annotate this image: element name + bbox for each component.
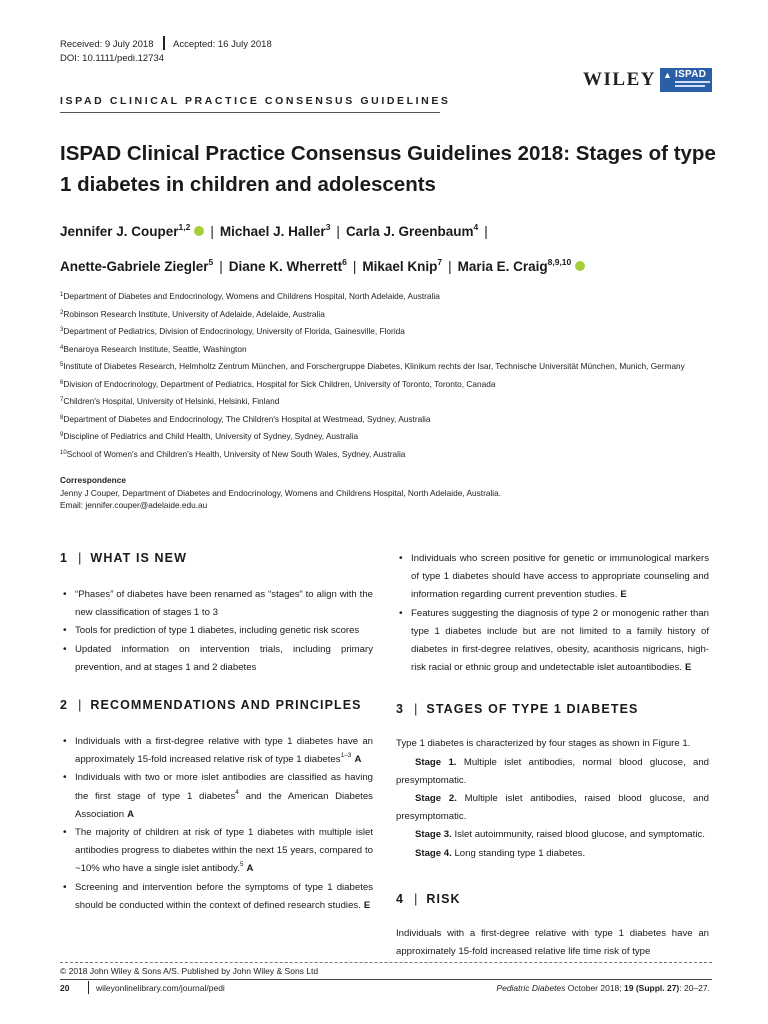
heading-separator: | <box>414 891 419 906</box>
ispad-logo-text: ISPAD <box>675 69 707 80</box>
citation-ref[interactable]: 4 <box>235 788 239 796</box>
author-name: Maria E. Craig <box>457 259 548 274</box>
list-item <box>396 550 709 605</box>
ispad-logo <box>660 68 712 92</box>
copyright-notice: © 2018 John Wiley & Sons A/S. Published by John Wiley & Sons Ltd <box>60 966 319 976</box>
affiliation-number: 5 <box>60 362 64 368</box>
affiliation <box>60 448 730 461</box>
stage-description <box>396 754 709 790</box>
affiliation-text: Institute of Diabetes Research, Helmholtz Zentrum München, and Forschergruppe Diabetes, Klinikum rechts der Isar, Technische Universität München, Munich, Germany <box>63 361 685 371</box>
stage-text: Long standing type 1 diabetes. <box>451 847 586 859</box>
footer-rule <box>60 979 712 980</box>
section-title: RISK <box>426 891 461 906</box>
right-column <box>396 548 709 961</box>
correspondence-heading: Correspondence <box>60 475 126 485</box>
affiliation-text: Department of Diabetes and Endocrinology, Womens and Childrens Hospital, North Adelaide, Australia <box>63 291 440 301</box>
recommendation-text: Individuals with two or more islet antibodies are classified as having the first stage of type 1 diabetes <box>75 772 373 802</box>
stage-text: Islet autoimmunity, raised blood glucose, and symptomatic. <box>451 829 705 841</box>
recommendations-list <box>60 733 373 915</box>
recommendation-text: Features suggesting the diagnosis of type 2 or monogenic rather than type 1 diabetes include but are not limited to a family history of diabetes in first-degree relatives, obesity, acanthosis nigricans, high-risk racial or ethnic group and undetectable islet autoantibodies. <box>411 607 709 674</box>
affiliation-text: Division of Endocrinology, Department of Pediatrics, Hospital for Sick Children, University of Toronto, Toronto, Canada <box>63 378 496 389</box>
affiliation-list <box>60 290 730 465</box>
stage-description <box>396 845 709 863</box>
evidence-grade: E <box>620 589 627 601</box>
stage-label: Stage 2. <box>415 793 457 805</box>
author-separator: | <box>448 259 452 274</box>
affiliation-number: 1 <box>60 292 64 298</box>
author[interactable] <box>220 224 331 239</box>
stage-description <box>396 826 709 844</box>
list-item: • Updated information on intervention trials, including primary prevention, and at stages 1 and 2 diabetes <box>60 641 373 677</box>
author[interactable] <box>362 259 442 274</box>
affiliation-text: Robinson Research Institute, University of Adelaide, Adelaide, Australia <box>63 308 325 319</box>
series-rule <box>60 112 440 113</box>
article-dates <box>60 36 272 50</box>
author-separator: | <box>484 224 488 239</box>
journal-name: Pediatric Diabetes <box>496 983 566 993</box>
section-number: 2 <box>60 698 69 713</box>
author[interactable] <box>346 224 478 239</box>
author[interactable] <box>60 224 204 239</box>
section-heading-what-is-new <box>60 548 373 568</box>
list-item <box>60 733 373 769</box>
affiliation <box>60 308 730 321</box>
section-heading-recommendations <box>60 695 373 715</box>
list-item <box>396 605 709 678</box>
affiliation-text: Children's Hospital, University of Helsinki, Helsinki, Finland <box>63 396 280 406</box>
ispad-tagline-line <box>675 85 705 87</box>
author-list <box>60 212 720 282</box>
heading-separator: | <box>78 698 83 713</box>
affiliation-number: 9 <box>60 432 64 438</box>
list-item: • Tools for prediction of type 1 diabetes, including genetic risk scores <box>60 622 373 640</box>
divider <box>163 36 165 50</box>
author-affiliation-ref: 6 <box>342 257 347 267</box>
evidence-grade: E <box>684 662 692 674</box>
section-number: 1 <box>60 551 69 565</box>
evidence-grade: A <box>246 863 254 875</box>
stage-description <box>396 790 709 826</box>
recommendation-text: and the American Diabetes Association <box>75 790 373 820</box>
publisher-logos <box>583 68 712 92</box>
affiliation-text: Discipline of Pediatrics and Child Health, University of Sydney, Sydney, Australia <box>63 431 359 441</box>
affiliation <box>60 413 730 426</box>
affiliation-text: Benaroya Research Institute, Seattle, Washington <box>63 343 247 354</box>
affiliation-number: 6 <box>60 379 64 386</box>
section-title: STAGES OF TYPE 1 DIABETES <box>426 702 639 717</box>
affiliation <box>60 343 730 356</box>
affiliation-number: 2 <box>60 309 64 316</box>
page-number: 20 <box>60 983 70 993</box>
affiliation <box>60 430 730 443</box>
recommendation-text: The majority of children at risk of type 1 diabetes with multiple islet antibodies progress to diabetes within the next 15 years, compared to ~10% who have a single islet antibody. <box>75 827 373 875</box>
author-affiliation-ref: 3 <box>325 222 331 232</box>
author[interactable] <box>458 259 586 274</box>
correspondence-email[interactable]: Email: jennifer.couper@adelaide.edu.au <box>60 500 208 510</box>
list-item <box>60 769 373 824</box>
stage-label: Stage 1. <box>415 756 457 768</box>
evidence-grade: E <box>363 899 371 911</box>
author-name: Diane K. Wherrett <box>228 259 343 274</box>
recommendation-text: Individuals who screen positive for genetic or immunological markers of type 1 diabetes should have access to appropriate counseling and information regarding current prevention studies. <box>411 553 709 601</box>
journal-pages: : 20–27. <box>679 983 710 993</box>
author-name: Jennifer J. Couper <box>60 224 179 239</box>
heading-separator: | <box>78 551 83 565</box>
doi[interactable]: DOI: 10.1111/pedi.12734 <box>60 53 165 64</box>
orcid-icon[interactable] <box>194 226 204 236</box>
wiley-logo: WILEY <box>583 69 656 90</box>
affiliation-number: 7 <box>60 397 64 403</box>
affiliation <box>60 325 730 338</box>
journal-url[interactable]: wileyonlinelibrary.com/journal/pedi <box>96 983 225 993</box>
section-number: 4 <box>396 891 405 906</box>
author[interactable] <box>60 259 213 274</box>
affiliation-text: Department of Pediatrics, Division of Endocrinology, University of Florida, Gainesville, Florida <box>63 326 405 336</box>
affiliation <box>60 360 730 373</box>
author-affiliation-ref: 5 <box>208 257 214 267</box>
footer-dashed-rule <box>60 962 712 963</box>
evidence-grade: A <box>354 754 362 766</box>
correspondence-address: Jenny J Couper, Department of Diabetes and Endocrinology, Womens and Childrens Hospital, North Adelaide, Australia. <box>60 487 502 498</box>
series-label: ISPAD CLINICAL PRACTICE CONSENSUS GUIDELINES <box>60 95 451 107</box>
journal-issue-date: October 2018; <box>565 983 624 993</box>
what-is-new-list <box>60 586 373 677</box>
author-separator: | <box>210 224 214 239</box>
author-affiliation-ref: 7 <box>437 257 443 267</box>
section-title: WHAT IS NEW <box>90 551 188 565</box>
heading-separator: | <box>414 702 419 717</box>
author-name: Mikael Knip <box>362 259 438 274</box>
affiliation-text: School of Women's and Children's Health, University of New South Wales, Sydney, Australia <box>66 448 406 459</box>
ispad-tagline-line <box>675 81 710 83</box>
author-affiliation-ref: 1,2 <box>178 222 191 232</box>
journal-volume: 19 (Suppl. 27) <box>624 983 680 993</box>
affiliation-number: 4 <box>60 344 64 351</box>
evidence-grade: A <box>127 808 134 820</box>
stage-text: Multiple islet antibodies, normal blood glucose, and presymptomatic. <box>396 756 709 786</box>
affiliation-number: 8 <box>60 414 64 421</box>
author-affiliation-ref: 4 <box>473 222 479 232</box>
section-heading-stages <box>396 699 709 719</box>
stage-label: Stage 4. <box>415 847 452 859</box>
author-separator: | <box>336 224 340 239</box>
affiliation-number: 10 <box>60 449 67 456</box>
footer-separator <box>88 981 89 994</box>
author-name: Michael J. Haller <box>219 224 326 239</box>
received-date: Received: 9 July 2018 <box>60 39 154 50</box>
stage-label: Stage 3. <box>415 829 452 841</box>
affiliation <box>60 395 730 408</box>
citation-ref[interactable]: 1–3 <box>340 752 352 760</box>
recommendation-text: Screening and intervention before the symptoms of type 1 diabetes should be conducted within the context of defined research studies. <box>75 881 373 911</box>
recommendation-text: Individuals with a first-degree relative with type 1 diabetes have an approximately 15-fold increased relative risk of type 1 diabetes <box>75 736 373 766</box>
article-title: ISPAD Clinical Practice Consensus Guidelines 2018: Stages of type 1 diabetes in children and adolescents <box>60 142 716 196</box>
affiliation <box>60 378 730 391</box>
list-item <box>60 824 373 879</box>
journal-citation <box>496 983 710 993</box>
left-column <box>60 548 373 915</box>
list-item <box>60 879 373 915</box>
affiliation <box>60 290 730 303</box>
ispad-mark-icon: ▲ <box>663 70 672 80</box>
author-affiliation-ref: 8,9,10 <box>547 257 572 267</box>
section-heading-risk <box>396 889 709 909</box>
list-item: • “Phases” of diabetes have been renamed as “stages” to align with the new classification of stages 1 to 3 <box>60 586 373 622</box>
section-number: 3 <box>396 702 405 717</box>
author-name: Carla J. Greenbaum <box>345 224 474 239</box>
author[interactable] <box>229 259 347 274</box>
author-separator: | <box>219 259 223 274</box>
stage-text: Multiple islet antibodies, raised blood glucose, and presymptomatic. <box>396 793 710 823</box>
stages-intro: Type 1 diabetes is characterized by four stages as shown in Figure 1. <box>396 738 691 750</box>
author-separator: | <box>352 259 357 274</box>
orcid-icon[interactable] <box>575 261 585 271</box>
citation-ref[interactable]: 5 <box>239 861 244 869</box>
recommendations-list-continued <box>396 550 709 677</box>
affiliation-text: Department of Diabetes and Endocrinology, The Children's Hospital at Westmead, Sydney, Australia <box>63 413 431 424</box>
affiliation-number: 3 <box>60 327 64 333</box>
section-title: RECOMMENDATIONS AND PRINCIPLES <box>90 698 362 713</box>
risk-paragraph: Individuals with a first-degree relative with type 1 diabetes have an approximately 15-fold increased relative life time risk of type <box>396 927 709 958</box>
author-name: Anette-Gabriele Ziegler <box>60 259 209 274</box>
accepted-date: Accepted: 16 July 2018 <box>172 39 272 50</box>
correspondence <box>60 474 730 512</box>
